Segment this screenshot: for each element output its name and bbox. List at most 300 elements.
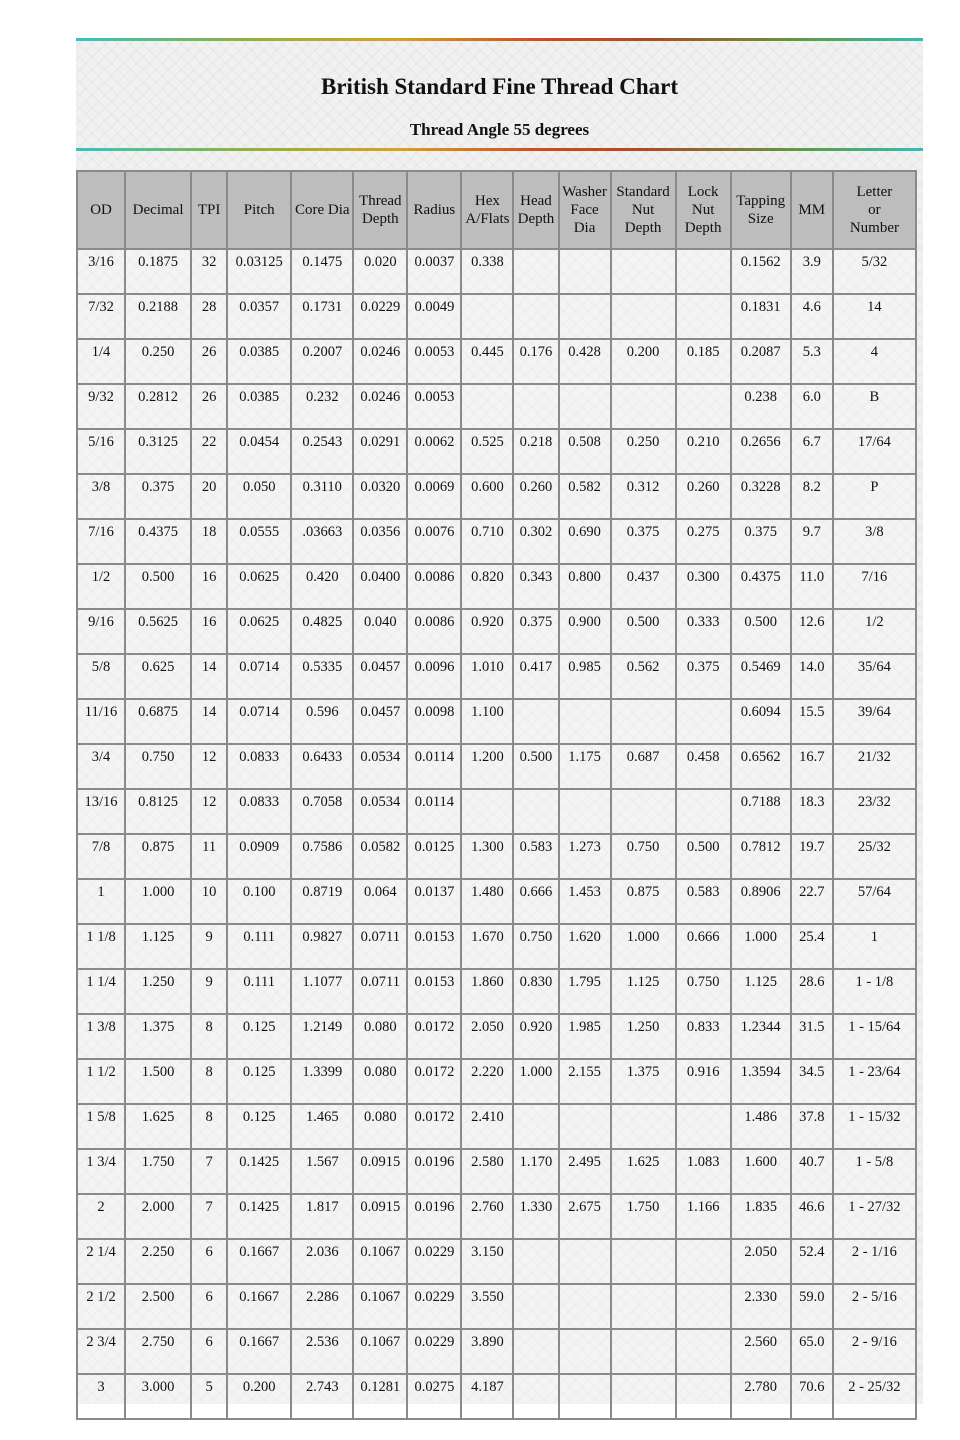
table-cell: 0.500 <box>611 609 676 654</box>
table-cell: 2.780 <box>731 1374 791 1419</box>
table-cell: 0.750 <box>676 969 731 1014</box>
table-cell: 0.0714 <box>227 699 291 744</box>
table-cell: 0.0049 <box>407 294 461 339</box>
table-cell: 1.000 <box>611 924 676 969</box>
table-cell: 1 3/8 <box>77 1014 125 1059</box>
table-cell: 0.420 <box>291 564 353 609</box>
col-header-standard-nut-depth <box>611 171 676 249</box>
table-cell: 0.0229 <box>353 294 407 339</box>
table-cell: 0.0711 <box>353 924 407 969</box>
table-cell: 2 3/4 <box>77 1329 125 1374</box>
col-header-head-depth <box>513 171 558 249</box>
table-cell: 11 <box>191 834 227 879</box>
table-cell: 9.7 <box>791 519 833 564</box>
table-cell: 1 - 27/32 <box>833 1194 916 1239</box>
table-cell: 20 <box>191 474 227 519</box>
table-row <box>77 1284 916 1329</box>
table-cell: 12.6 <box>791 609 833 654</box>
table-cell: 0.0457 <box>353 699 407 744</box>
table-cell: 0.1425 <box>227 1194 291 1239</box>
table-cell: 0.800 <box>559 564 611 609</box>
table-cell: 0.4375 <box>125 519 191 564</box>
table-cell: 1.000 <box>513 1059 558 1104</box>
table-cell: 0.583 <box>513 834 558 879</box>
table-cell: 0.920 <box>461 609 513 654</box>
table-cell: 0.218 <box>513 429 558 474</box>
table-cell: 2 <box>77 1194 125 1239</box>
table-cell: 2.760 <box>461 1194 513 1239</box>
table-row <box>77 294 916 339</box>
table-cell: 0.232 <box>291 384 353 429</box>
table-cell: 4 <box>833 339 916 384</box>
table-cell: 0.333 <box>676 609 731 654</box>
table-cell: 0.080 <box>353 1014 407 1059</box>
table-cell: 1.166 <box>676 1194 731 1239</box>
table-cell: 3.9 <box>791 249 833 294</box>
table-cell: 57/64 <box>833 879 916 924</box>
table-cell: 0.0114 <box>407 744 461 789</box>
table-row <box>77 564 916 609</box>
table-cell <box>611 294 676 339</box>
table-cell: 0.375 <box>125 474 191 519</box>
table-cell: 3/16 <box>77 249 125 294</box>
table-cell: 0.0909 <box>227 834 291 879</box>
table-row <box>77 519 916 564</box>
table-cell: 0.985 <box>559 654 611 699</box>
table-cell <box>559 249 611 294</box>
table-cell: 6.0 <box>791 384 833 429</box>
table-cell <box>513 699 558 744</box>
table-cell: 0.3125 <box>125 429 191 474</box>
table-cell: 1 <box>833 924 916 969</box>
table-cell: 0.0534 <box>353 789 407 834</box>
table-cell: 1.250 <box>611 1014 676 1059</box>
table-cell: 1.600 <box>731 1149 791 1194</box>
table-cell: 0.7058 <box>291 789 353 834</box>
table-cell: 0.020 <box>353 249 407 294</box>
table-cell <box>611 789 676 834</box>
table-cell: 1.750 <box>611 1194 676 1239</box>
table-cell: 0.8719 <box>291 879 353 924</box>
table-cell: 28 <box>191 294 227 339</box>
col-header-letter-or-number <box>833 171 916 249</box>
table-cell: 3.890 <box>461 1329 513 1374</box>
table-cell: 0.03125 <box>227 249 291 294</box>
header-label: Core Dia <box>294 202 350 218</box>
table-cell: 0.125 <box>227 1104 291 1149</box>
table-cell: 1.625 <box>611 1149 676 1194</box>
table-cell: 0.8906 <box>731 879 791 924</box>
table-row <box>77 1329 916 1374</box>
table-cell: 0.1875 <box>125 249 191 294</box>
table-cell: 8.2 <box>791 474 833 519</box>
table-cell: 0.1067 <box>353 1239 407 1284</box>
table-cell: 7/8 <box>77 834 125 879</box>
table-cell: 34.5 <box>791 1059 833 1104</box>
table-cell: 0.0625 <box>227 609 291 654</box>
table-cell: 0.500 <box>731 609 791 654</box>
table-cell: 0.0454 <box>227 429 291 474</box>
header-line: Depth <box>624 220 662 236</box>
table-cell: 26 <box>191 339 227 384</box>
table-cell: 22 <box>191 429 227 474</box>
table-cell: 6 <box>191 1239 227 1284</box>
table-cell: 9/32 <box>77 384 125 429</box>
table-cell: 0.250 <box>125 339 191 384</box>
table-cell: 0.0275 <box>407 1374 461 1419</box>
col-header-washer-face-dia <box>559 171 611 249</box>
table-cell: 0.238 <box>731 384 791 429</box>
table-cell: 0.833 <box>676 1014 731 1059</box>
table-cell: 5/8 <box>77 654 125 699</box>
table-cell: 2 1/4 <box>77 1239 125 1284</box>
table-cell: 0.3110 <box>291 474 353 519</box>
table-cell: 0.0711 <box>353 969 407 1014</box>
table-cell: 0.0037 <box>407 249 461 294</box>
table-cell: 0.111 <box>227 924 291 969</box>
col-header-thread-depth <box>353 171 407 249</box>
table-row <box>77 384 916 429</box>
table-cell: 2.743 <box>291 1374 353 1419</box>
table-cell: 1.3399 <box>291 1059 353 1104</box>
table-cell: 1.835 <box>731 1194 791 1239</box>
table-cell: 6 <box>191 1329 227 1374</box>
table-cell: 1.250 <box>125 969 191 1014</box>
table-cell: 3.550 <box>461 1284 513 1329</box>
table-cell: 0.125 <box>227 1014 291 1059</box>
table-cell: 0.210 <box>676 429 731 474</box>
table-cell: 0.750 <box>125 744 191 789</box>
table-cell: 0.302 <box>513 519 558 564</box>
table-cell: 0.1667 <box>227 1239 291 1284</box>
table-cell: 5.3 <box>791 339 833 384</box>
table-cell: 2 - 9/16 <box>833 1329 916 1374</box>
table-cell: 2.155 <box>559 1059 611 1104</box>
table-row <box>77 834 916 879</box>
header-line: Letter <box>856 184 893 200</box>
table-cell: 0.428 <box>559 339 611 384</box>
header-line: Hex <box>474 193 500 209</box>
table-cell: 0.687 <box>611 744 676 789</box>
col-header-pitch <box>227 171 291 249</box>
table-cell: 1/4 <box>77 339 125 384</box>
table-cell: 0.875 <box>125 834 191 879</box>
table-cell: 0.1731 <box>291 294 353 339</box>
table-cell: 0.0076 <box>407 519 461 564</box>
header-line: Lock <box>687 184 719 200</box>
table-cell <box>676 1104 731 1149</box>
table-cell: 0.6875 <box>125 699 191 744</box>
header-line: Depth <box>517 211 555 227</box>
table-cell: 9 <box>191 969 227 1014</box>
table-cell <box>611 1284 676 1329</box>
table-cell <box>676 1284 731 1329</box>
table-cell: 0.0053 <box>407 339 461 384</box>
table-cell: 0.0172 <box>407 1014 461 1059</box>
table-cell: 13/16 <box>77 789 125 834</box>
table-cell: 1.083 <box>676 1149 731 1194</box>
table-cell: 1 - 23/64 <box>833 1059 916 1104</box>
table-cell: 2.580 <box>461 1149 513 1194</box>
table-cell: 2.560 <box>731 1329 791 1374</box>
table-cell: 1/2 <box>833 609 916 654</box>
header-label: Decimal <box>132 202 184 218</box>
table-cell: 1.453 <box>559 879 611 924</box>
table-cell: 25/32 <box>833 834 916 879</box>
table-cell: 0.875 <box>611 879 676 924</box>
table-cell: 3 <box>77 1374 125 1419</box>
table-cell: 1.000 <box>125 879 191 924</box>
table-cell: 0.6562 <box>731 744 791 789</box>
table-cell <box>559 1374 611 1419</box>
thread-chart-table <box>76 170 917 1420</box>
table-cell: 1.486 <box>731 1104 791 1149</box>
table-cell: 2 1/2 <box>77 1284 125 1329</box>
table-cell: 7 <box>191 1194 227 1239</box>
table-cell: 0.582 <box>559 474 611 519</box>
table-cell: 0.0356 <box>353 519 407 564</box>
table-cell: 0.750 <box>513 924 558 969</box>
table-cell: 0.2188 <box>125 294 191 339</box>
table-cell: 39/64 <box>833 699 916 744</box>
table-cell <box>559 1284 611 1329</box>
table-cell: 0.0229 <box>407 1284 461 1329</box>
table-row <box>77 744 916 789</box>
table-row <box>77 1149 916 1194</box>
table-cell: 8 <box>191 1059 227 1104</box>
table-cell: 1 - 15/32 <box>833 1104 916 1149</box>
header-label: Radius <box>413 202 456 218</box>
header-line: Face <box>570 202 599 218</box>
table-cell: 0.900 <box>559 609 611 654</box>
table-cell <box>559 699 611 744</box>
table-cell: 3/8 <box>833 519 916 564</box>
table-cell: 31.5 <box>791 1014 833 1059</box>
table-cell: 0.200 <box>611 339 676 384</box>
table-cell <box>676 249 731 294</box>
table-cell: 0.0172 <box>407 1059 461 1104</box>
table-cell: 0.2007 <box>291 339 353 384</box>
table-cell: 0.250 <box>611 429 676 474</box>
table-cell <box>513 789 558 834</box>
table-cell: .03663 <box>291 519 353 564</box>
table-cell: 1.010 <box>461 654 513 699</box>
table-cell: 2 - 1/16 <box>833 1239 916 1284</box>
table-cell: 3.000 <box>125 1374 191 1419</box>
table-cell: 0.916 <box>676 1059 731 1104</box>
table-cell <box>513 384 558 429</box>
table-cell: 1.670 <box>461 924 513 969</box>
table-cell: 6 <box>191 1284 227 1329</box>
table-cell: 0.0125 <box>407 834 461 879</box>
table-cell: 0.830 <box>513 969 558 1014</box>
bottom-gradient-rule <box>76 148 923 151</box>
table-cell: 0.100 <box>227 879 291 924</box>
table-cell: 0.4375 <box>731 564 791 609</box>
table-cell: 0.275 <box>676 519 731 564</box>
table-cell: 0.0153 <box>407 969 461 1014</box>
table-cell: 0.0086 <box>407 564 461 609</box>
table-row <box>77 789 916 834</box>
table-cell: 1.375 <box>125 1014 191 1059</box>
table-cell: 0.0137 <box>407 879 461 924</box>
header-line: Head <box>520 193 552 209</box>
table-cell: 0.338 <box>461 249 513 294</box>
table-cell: 0.0196 <box>407 1149 461 1194</box>
table-cell: 0.710 <box>461 519 513 564</box>
table-row <box>77 1194 916 1239</box>
table-cell: 2 - 25/32 <box>833 1374 916 1419</box>
table-cell: 2.000 <box>125 1194 191 1239</box>
table-cell: 7/16 <box>833 564 916 609</box>
table-cell: 1.795 <box>559 969 611 1014</box>
table-cell: 0.500 <box>125 564 191 609</box>
table-cell: 16 <box>191 564 227 609</box>
table-cell: 0.9827 <box>291 924 353 969</box>
table-cell: 0.1425 <box>227 1149 291 1194</box>
table-cell: 0.0098 <box>407 699 461 744</box>
table-cell: 0.0069 <box>407 474 461 519</box>
table-cell: 0.458 <box>676 744 731 789</box>
table-cell: 8 <box>191 1014 227 1059</box>
table-cell: 2.250 <box>125 1239 191 1284</box>
table-cell: 0.375 <box>676 654 731 699</box>
table-cell: 1.330 <box>513 1194 558 1239</box>
table-cell: 0.0833 <box>227 744 291 789</box>
header-line: Depth <box>684 220 722 236</box>
col-header-radius <box>407 171 461 249</box>
table-cell: 0.1667 <box>227 1284 291 1329</box>
table-cell <box>513 249 558 294</box>
table-cell: 0.2087 <box>731 339 791 384</box>
table-row <box>77 1059 916 1104</box>
table-cell: 2.410 <box>461 1104 513 1149</box>
table-cell: 0.200 <box>227 1374 291 1419</box>
table-cell: 0.690 <box>559 519 611 564</box>
table-cell <box>676 1374 731 1419</box>
table-cell <box>611 1104 676 1149</box>
table-cell: 0.0457 <box>353 654 407 699</box>
table-cell: 0.7586 <box>291 834 353 879</box>
table-cell: 0.4825 <box>291 609 353 654</box>
table-cell: 1.860 <box>461 969 513 1014</box>
table-cell: 0.2656 <box>731 429 791 474</box>
table-cell: 1.480 <box>461 879 513 924</box>
table-cell <box>461 789 513 834</box>
table-cell: 0.0246 <box>353 384 407 429</box>
table-cell: 2.536 <box>291 1329 353 1374</box>
top-gradient-rule <box>76 38 923 41</box>
table-cell: 0.2543 <box>291 429 353 474</box>
table-cell: 1/2 <box>77 564 125 609</box>
table-cell: 16 <box>191 609 227 654</box>
header-line: Standard <box>616 184 670 200</box>
table-cell: 0.050 <box>227 474 291 519</box>
table-cell: 1.625 <box>125 1104 191 1149</box>
table-cell: 0.064 <box>353 879 407 924</box>
table-row <box>77 1014 916 1059</box>
table-cell <box>676 1239 731 1284</box>
col-header-tapping-size <box>731 171 791 249</box>
table-cell: 4.6 <box>791 294 833 339</box>
table-cell: 2.036 <box>291 1239 353 1284</box>
table-cell: 0.6094 <box>731 699 791 744</box>
table-cell: 1.175 <box>559 744 611 789</box>
table-cell <box>513 294 558 339</box>
table-cell: 15.5 <box>791 699 833 744</box>
table-cell: 1 - 5/8 <box>833 1149 916 1194</box>
table-cell: 2 - 5/16 <box>833 1284 916 1329</box>
header-line: Nut <box>691 202 715 218</box>
table-cell: 0.0833 <box>227 789 291 834</box>
table-row <box>77 339 916 384</box>
table-cell: 2.500 <box>125 1284 191 1329</box>
table-cell: 5 <box>191 1374 227 1419</box>
table-cell: 1.170 <box>513 1149 558 1194</box>
table-cell: 7 <box>191 1149 227 1194</box>
table-cell <box>676 789 731 834</box>
table-cell: 0.6433 <box>291 744 353 789</box>
table-cell: 2.050 <box>461 1014 513 1059</box>
table-cell: 9 <box>191 924 227 969</box>
table-cell: 0.1562 <box>731 249 791 294</box>
table-cell: 0.0385 <box>227 384 291 429</box>
table-cell: 0.8125 <box>125 789 191 834</box>
table-cell: 0.525 <box>461 429 513 474</box>
table-cell: 0.375 <box>513 609 558 654</box>
table-cell: 0.375 <box>731 519 791 564</box>
table-cell: 0.0534 <box>353 744 407 789</box>
table-cell: 0.0915 <box>353 1194 407 1239</box>
table-cell: 0.0229 <box>407 1239 461 1284</box>
header-line: Tapping <box>736 193 786 209</box>
table-cell: 1.125 <box>125 924 191 969</box>
table-cell <box>559 384 611 429</box>
table-cell: 0.562 <box>611 654 676 699</box>
table-cell: 0.625 <box>125 654 191 699</box>
table-cell: 0.1067 <box>353 1284 407 1329</box>
table-cell: 0.0114 <box>407 789 461 834</box>
table-cell: 0.820 <box>461 564 513 609</box>
table-cell: 10 <box>191 879 227 924</box>
table-cell: 32 <box>191 249 227 294</box>
table-cell: 0.0625 <box>227 564 291 609</box>
table-cell: 0.1281 <box>353 1374 407 1419</box>
table-row <box>77 249 916 294</box>
table-row <box>77 1104 916 1149</box>
table-cell: 0.596 <box>291 699 353 744</box>
table-cell: 14.0 <box>791 654 833 699</box>
table-cell: 0.0053 <box>407 384 461 429</box>
table-cell: 0.0229 <box>407 1329 461 1374</box>
table-cell: 21/32 <box>833 744 916 789</box>
table-cell <box>611 1374 676 1419</box>
table-cell <box>559 294 611 339</box>
table-cell: 0.185 <box>676 339 731 384</box>
table-cell: 28.6 <box>791 969 833 1014</box>
table-row <box>77 969 916 1014</box>
table-row <box>77 1239 916 1284</box>
table-cell: 1.200 <box>461 744 513 789</box>
table-cell: 1.2344 <box>731 1014 791 1059</box>
table-cell: 0.0582 <box>353 834 407 879</box>
table-cell: 6.7 <box>791 429 833 474</box>
table-cell: 0.7812 <box>731 834 791 879</box>
table-cell: 12 <box>191 789 227 834</box>
table-cell: 0.583 <box>676 879 731 924</box>
table-cell: 0.0196 <box>407 1194 461 1239</box>
table-cell <box>676 1329 731 1374</box>
